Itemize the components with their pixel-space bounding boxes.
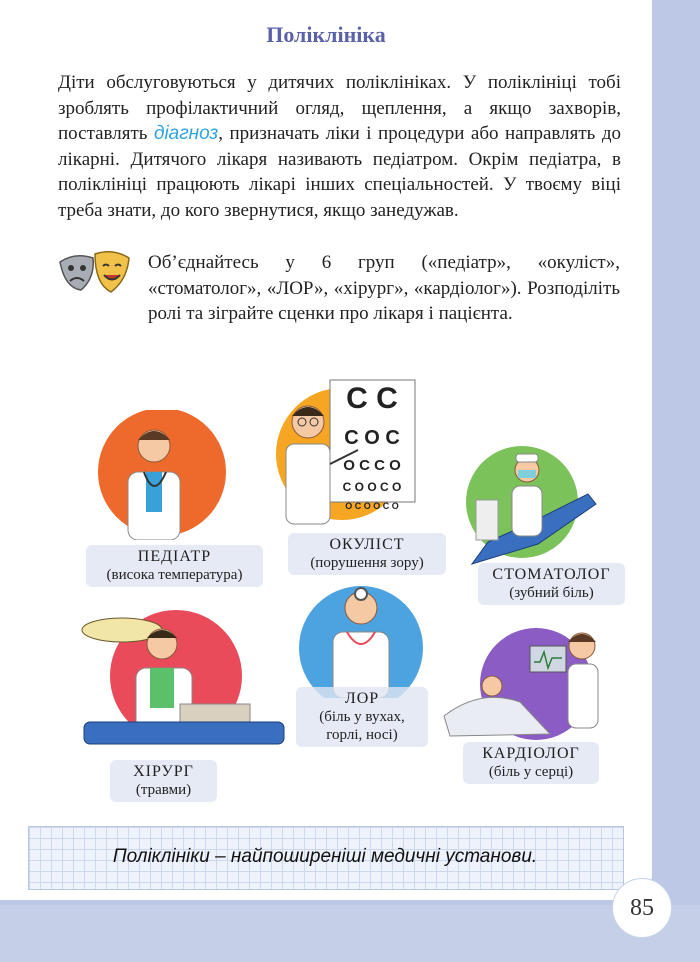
doctor-role: СТОМАТОЛОГ: [492, 566, 611, 583]
ophthalmologist-illustration: [270, 378, 445, 528]
doctor-role: ПЕДІАТР: [137, 548, 212, 565]
eye-chart-row: O C O O C O: [345, 501, 399, 511]
doctor-role: ХІРУРГ: [133, 763, 194, 780]
doctor-reason: (біль у серці): [488, 764, 574, 780]
eye-chart-row: C O C: [344, 427, 400, 449]
page-edge: [0, 905, 700, 962]
group-task: Об’єднайтесь у 6 груп («педіатр», «окуліст», «стоматолог», «ЛОР», «хірург», «кардіолог»). Розподіліть ролі та зіграйте сценки про лікаря і пацієнта.: [148, 252, 620, 324]
summary-note: Поліклініки – найпоширеніші медичні установи.: [112, 846, 538, 867]
doctor-label-pediatrician: [86, 545, 263, 587]
intro-text-2: , призначать ліки і процедури або направлять до лікарні. Дитячого лікаря називають педіатром. Окрім педіатра, в поліклініці працюють лікарі інших спеціальностей. У твоєму віці треба знати, до кого звернутися, якщо занедужав.: [58, 123, 622, 221]
doctor-role: КАРДІОЛОГ: [482, 745, 580, 762]
surgeon-illustration: [80, 600, 285, 760]
doctor-label-ent: [296, 687, 428, 747]
eye-chart-row: C O O C O: [342, 480, 402, 494]
intro-paragraph: [58, 70, 621, 223]
doctor-reason: (порушення зору): [310, 555, 424, 571]
doctor-label-dentist: [478, 563, 625, 605]
page-title: Поліклініка: [266, 22, 386, 47]
page-number: 85: [612, 878, 672, 938]
pediatrician-illustration: [82, 410, 242, 540]
doctor-label-ophthalmologist: [288, 533, 446, 575]
doctor-reason: (біль у вухах, горлі, носі): [319, 709, 405, 743]
doctor-label-surgeon: [110, 760, 217, 802]
intro-text-1: Діти обслуговуються у дитячих поліклініках. У поліклініці тобі зроблять профілактичний огляд, щеплення, а якщо захворів, поставлять: [58, 72, 621, 144]
eye-chart-row: C C: [346, 382, 398, 415]
doctor-reason: (зубний біль): [509, 585, 594, 601]
doctor-label-cardiologist: [463, 742, 599, 784]
doctor-reason: (травми): [135, 782, 192, 798]
doctor-role: ОКУЛІСТ: [329, 536, 405, 553]
cardiologist-illustration: [440, 628, 615, 740]
ent-illustration: [285, 578, 435, 698]
dentist-illustration: [448, 444, 608, 572]
doctor-role: ЛОР: [344, 690, 380, 707]
theater-masks-icon: [55, 248, 140, 300]
glossary-term[interactable]: діагноз: [153, 123, 219, 144]
doctor-reason: (висока температура): [106, 567, 243, 583]
eye-chart-row: O C C O: [343, 457, 401, 474]
